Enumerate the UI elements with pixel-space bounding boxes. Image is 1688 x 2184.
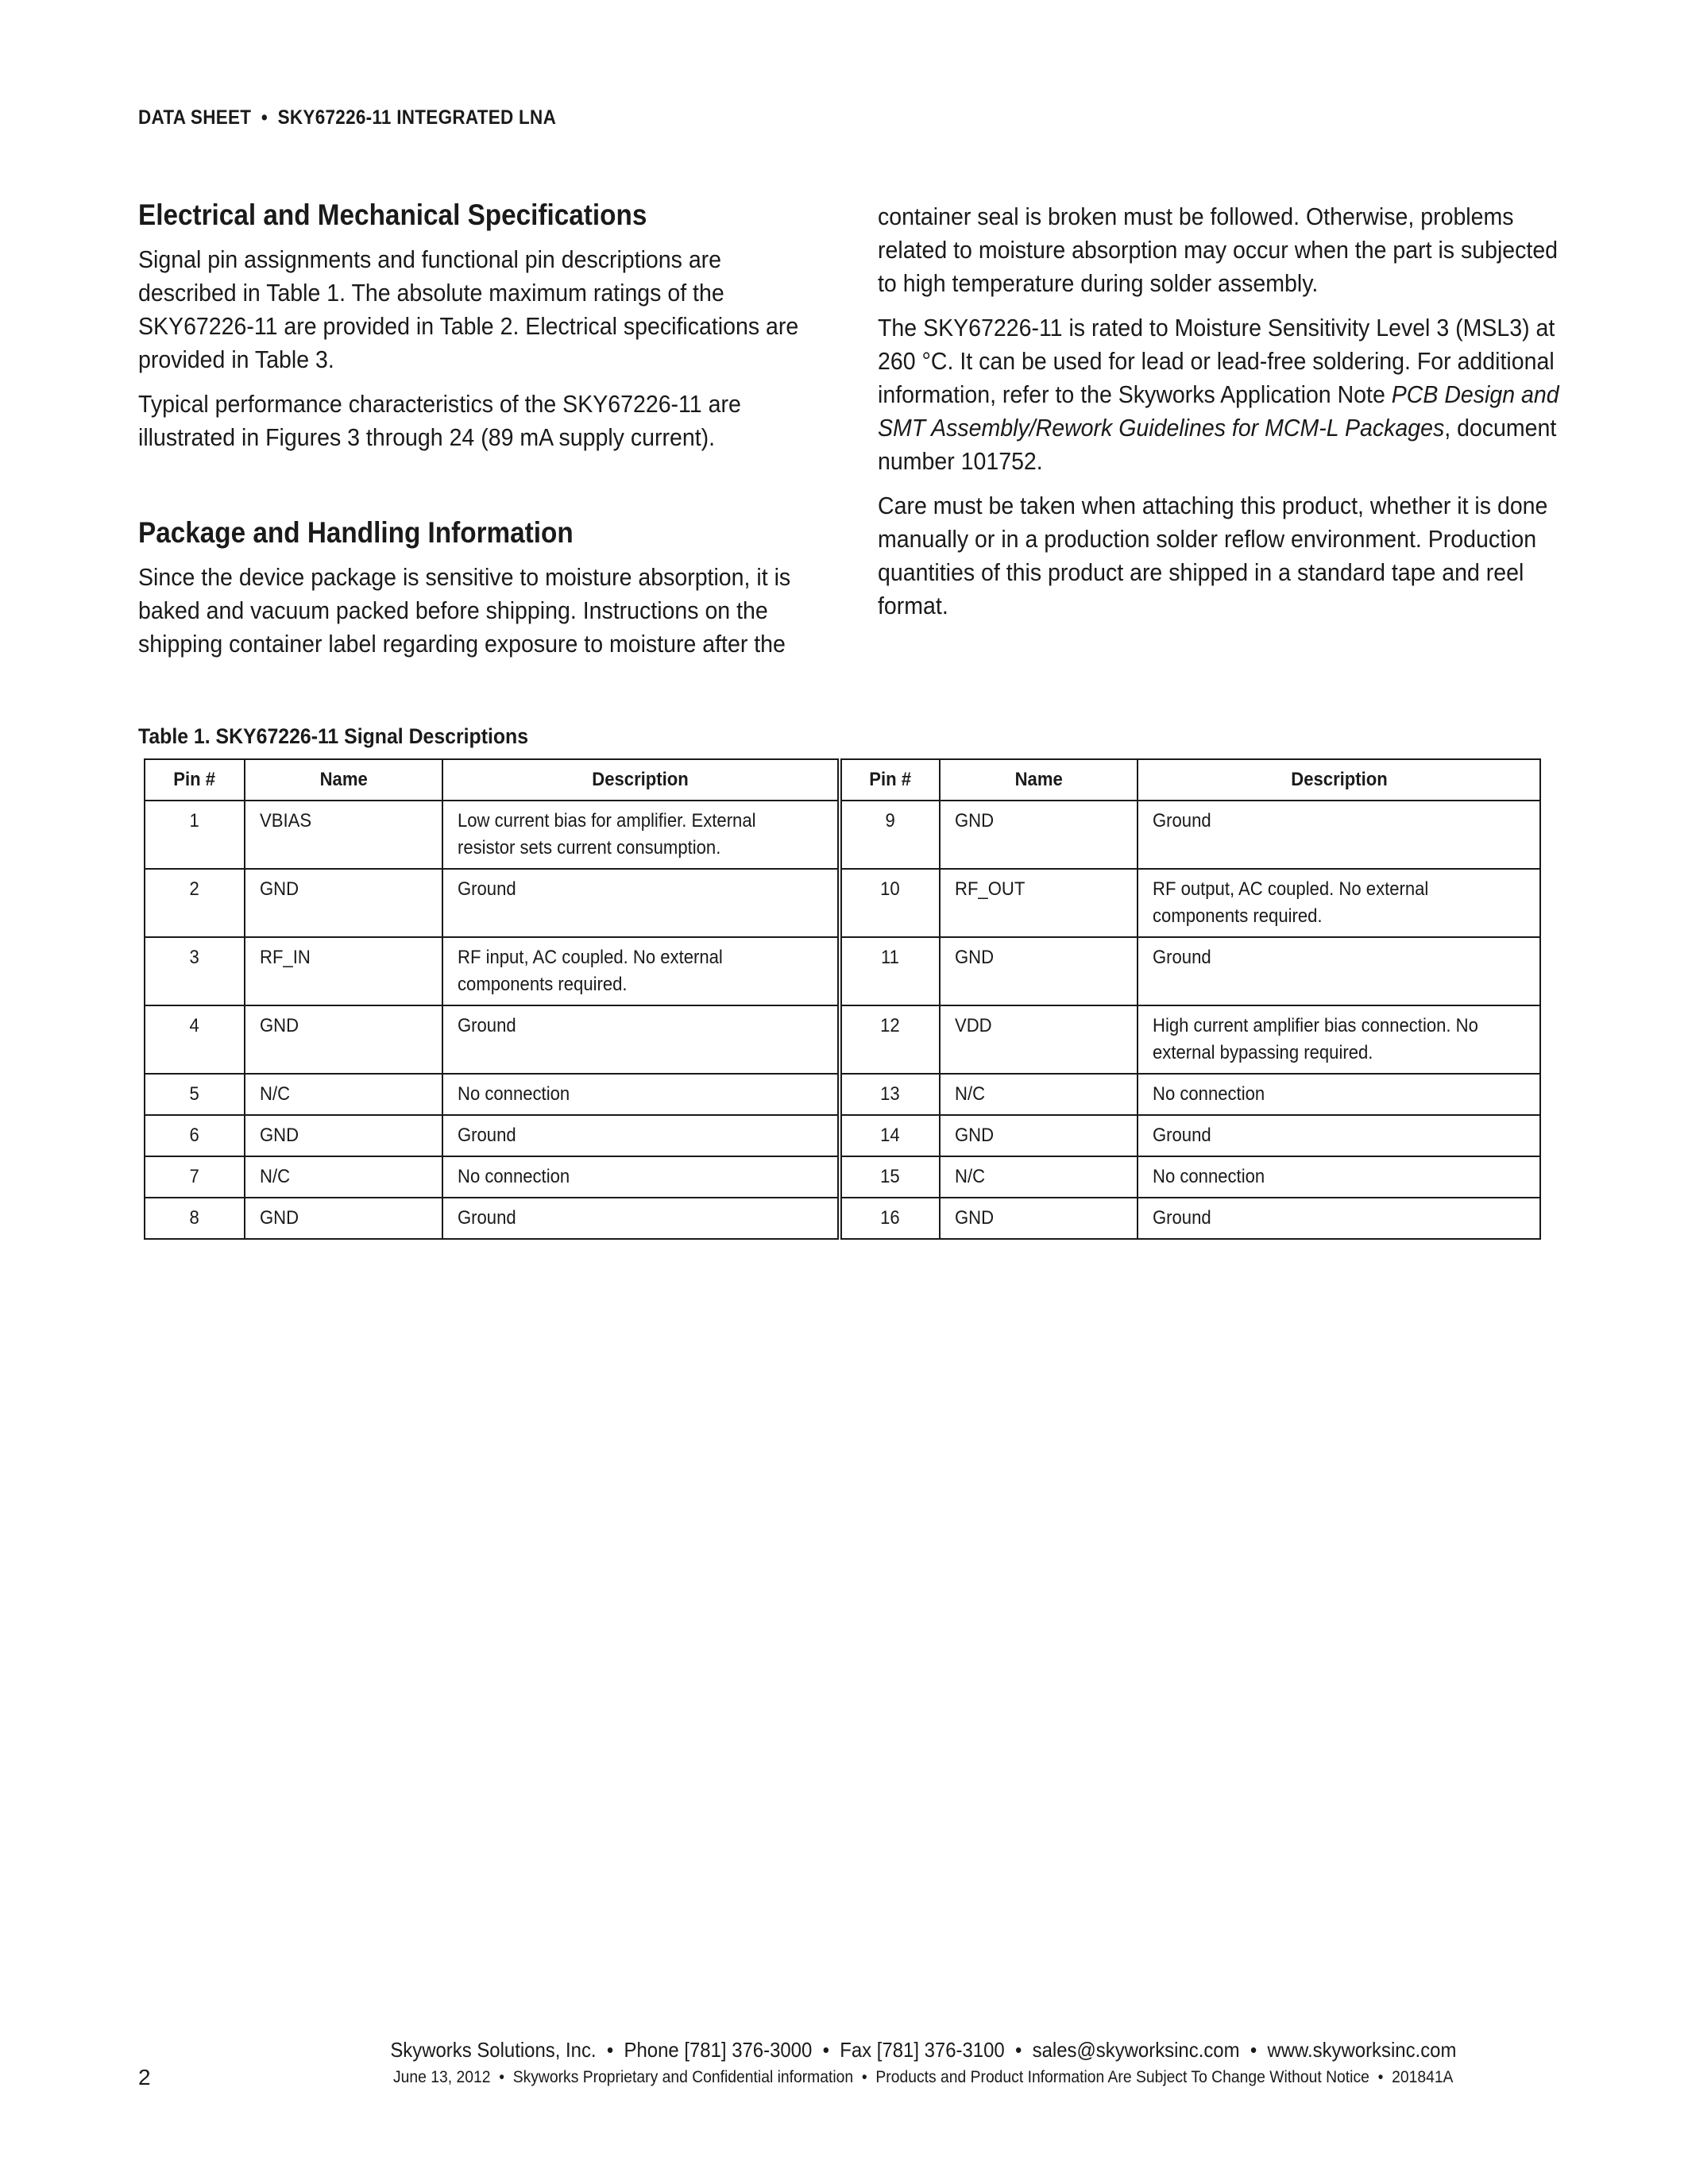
signal-descriptions-table	[144, 758, 1541, 1240]
section-title-electrical: Electrical and Mechanical Specifications	[138, 199, 647, 231]
paragraph-package-1: Since the device package is sensitive to moisture absorption, it is baked and vacuum packed before shipping. Instructions on the shipping container label regarding exposure to moisture after the	[138, 563, 791, 658]
pin-cell-right: 10	[840, 869, 940, 937]
page-header	[138, 106, 556, 129]
msl-text-start: The SKY67226-11 is rated to Moisture Sensitivity Level 3 (MSL3) at 260 °C. It can be used for lead or lead-free soldering. For additional information, refer to the Skyworks Application Note	[878, 314, 1555, 408]
left-column	[138, 197, 821, 672]
description-cell-right: RF output, AC coupled. No external components required.	[1138, 869, 1540, 937]
footer-contact-text: Skyworks Solutions, Inc. • Phone [781] 376-3000 • Fax [781] 376-3100 • sales@skyworksinc.com • www.skyworksinc.com	[390, 2038, 1457, 2062]
pin-cell-left: 3	[145, 937, 245, 1005]
name-cell-right: VDD	[940, 1005, 1138, 1074]
pin-cell-right: 12	[840, 1005, 940, 1074]
table-row	[145, 937, 1540, 1005]
pin-cell-right: 16	[840, 1198, 940, 1239]
name-cell-right: GND	[940, 1115, 1138, 1156]
footer-contact	[0, 2038, 1688, 2062]
description-cell-left: No connection	[442, 1156, 840, 1198]
name-cell-right: GND	[940, 801, 1138, 869]
table-row	[145, 1115, 1540, 1156]
footer-legal	[0, 2068, 1688, 2087]
pin-cell-right: 11	[840, 937, 940, 1005]
pin-cell-left: 5	[145, 1074, 245, 1115]
header-description-left: Description	[442, 759, 840, 801]
msl-text-end: , document number 101752.	[878, 414, 1557, 475]
name-cell-left: GND	[245, 1115, 442, 1156]
description-cell-right: No connection	[1138, 1074, 1540, 1115]
description-cell-right: Ground	[1138, 1198, 1540, 1239]
header-name-left: Name	[245, 759, 442, 801]
table-row	[145, 1156, 1540, 1198]
description-cell-right: Ground	[1138, 1115, 1540, 1156]
right-column	[878, 200, 1577, 634]
description-cell-right: No connection	[1138, 1156, 1540, 1198]
paragraph-electrical-2: Typical performance characteristics of the SKY67226-11 are illustrated in Figures 3 through 24 (89 mA supply current).	[138, 390, 741, 451]
pin-cell-left: 7	[145, 1156, 245, 1198]
table-title: Table 1. SKY67226-11 Signal Descriptions	[138, 724, 529, 748]
name-cell-left: GND	[245, 1005, 442, 1074]
paragraph-electrical-1: Signal pin assignments and functional pin descriptions are described in Table 1. The absolute maximum ratings of the SKY67226-11 are provided in Table 2. Electrical specifications are provided in Table 3.	[138, 245, 799, 373]
section-title-package: Package and Handling Information	[138, 516, 574, 549]
name-cell-left: N/C	[245, 1074, 442, 1115]
description-cell-right: High current amplifier bias connection. No external bypassing required.	[1138, 1005, 1540, 1074]
name-cell-right: RF_OUT	[940, 869, 1138, 937]
table-row	[145, 1198, 1540, 1239]
footer-legal-text: June 13, 2012 • Skyworks Proprietary and Confidential information • Products and Product Information Are Subject To Change Without Notice • 201841A	[393, 2068, 1454, 2086]
description-cell-left: Ground	[442, 1005, 840, 1074]
table-row	[145, 1005, 1540, 1074]
name-cell-left: N/C	[245, 1156, 442, 1198]
header-pin-left: Pin #	[145, 759, 245, 801]
pin-cell-right: 15	[840, 1156, 940, 1198]
pin-cell-left: 1	[145, 801, 245, 869]
table-row	[145, 801, 1540, 869]
pin-cell-right: 14	[840, 1115, 940, 1156]
header-name-right: Name	[940, 759, 1138, 801]
signal-table-container	[144, 758, 1541, 1240]
paragraph-msl	[878, 311, 1572, 478]
name-cell-left: GND	[245, 1198, 442, 1239]
description-cell-left: No connection	[442, 1074, 840, 1115]
table-header-row	[145, 759, 1540, 801]
paragraph-moisture-1: container seal is broken must be followed. Otherwise, problems related to moisture absorption may occur when the part is subjected to high temperature during solder assembly.	[878, 203, 1559, 297]
header-separator: •	[261, 106, 268, 129]
header-pin-right: Pin #	[840, 759, 940, 801]
description-cell-left: Ground	[442, 1198, 840, 1239]
table-row	[145, 869, 1540, 937]
pin-cell-right: 13	[840, 1074, 940, 1115]
page-number: 2	[138, 2065, 151, 2089]
description-cell-left: RF input, AC coupled. No external components required.	[442, 937, 840, 1005]
description-cell-left: Low current bias for amplifier. External resistor sets current consumption.	[442, 801, 840, 869]
pin-cell-left: 6	[145, 1115, 245, 1156]
description-cell-right: Ground	[1138, 937, 1540, 1005]
name-cell-right: GND	[940, 1198, 1138, 1239]
name-cell-right: N/C	[940, 1074, 1138, 1115]
name-cell-right: N/C	[940, 1156, 1138, 1198]
description-cell-left: Ground	[442, 1115, 840, 1156]
header-product: SKY67226-11 INTEGRATED LNA	[277, 106, 557, 129]
name-cell-left: GND	[245, 869, 442, 937]
header-description-right: Description	[1138, 759, 1540, 801]
description-cell-left: Ground	[442, 869, 840, 937]
pin-cell-left: 8	[145, 1198, 245, 1239]
name-cell-left: RF_IN	[245, 937, 442, 1005]
name-cell-left: VBIAS	[245, 801, 442, 869]
pin-cell-left: 2	[145, 869, 245, 937]
description-cell-right: Ground	[1138, 801, 1540, 869]
pin-cell-left: 4	[145, 1005, 245, 1074]
header-doc-type: DATA SHEET	[138, 106, 252, 129]
pin-cell-right: 9	[840, 801, 940, 869]
paragraph-care: Care must be taken when attaching this product, whether it is done manually or in a production solder reflow environment. Production quantities of this product are shipped in a standard tape and reel format.	[878, 492, 1548, 619]
table-row	[145, 1074, 1540, 1115]
app-note-title: PCB Design and SMT Assembly/Rework Guidelines for MCM-L Packages	[878, 380, 1559, 442]
name-cell-right: GND	[940, 937, 1138, 1005]
